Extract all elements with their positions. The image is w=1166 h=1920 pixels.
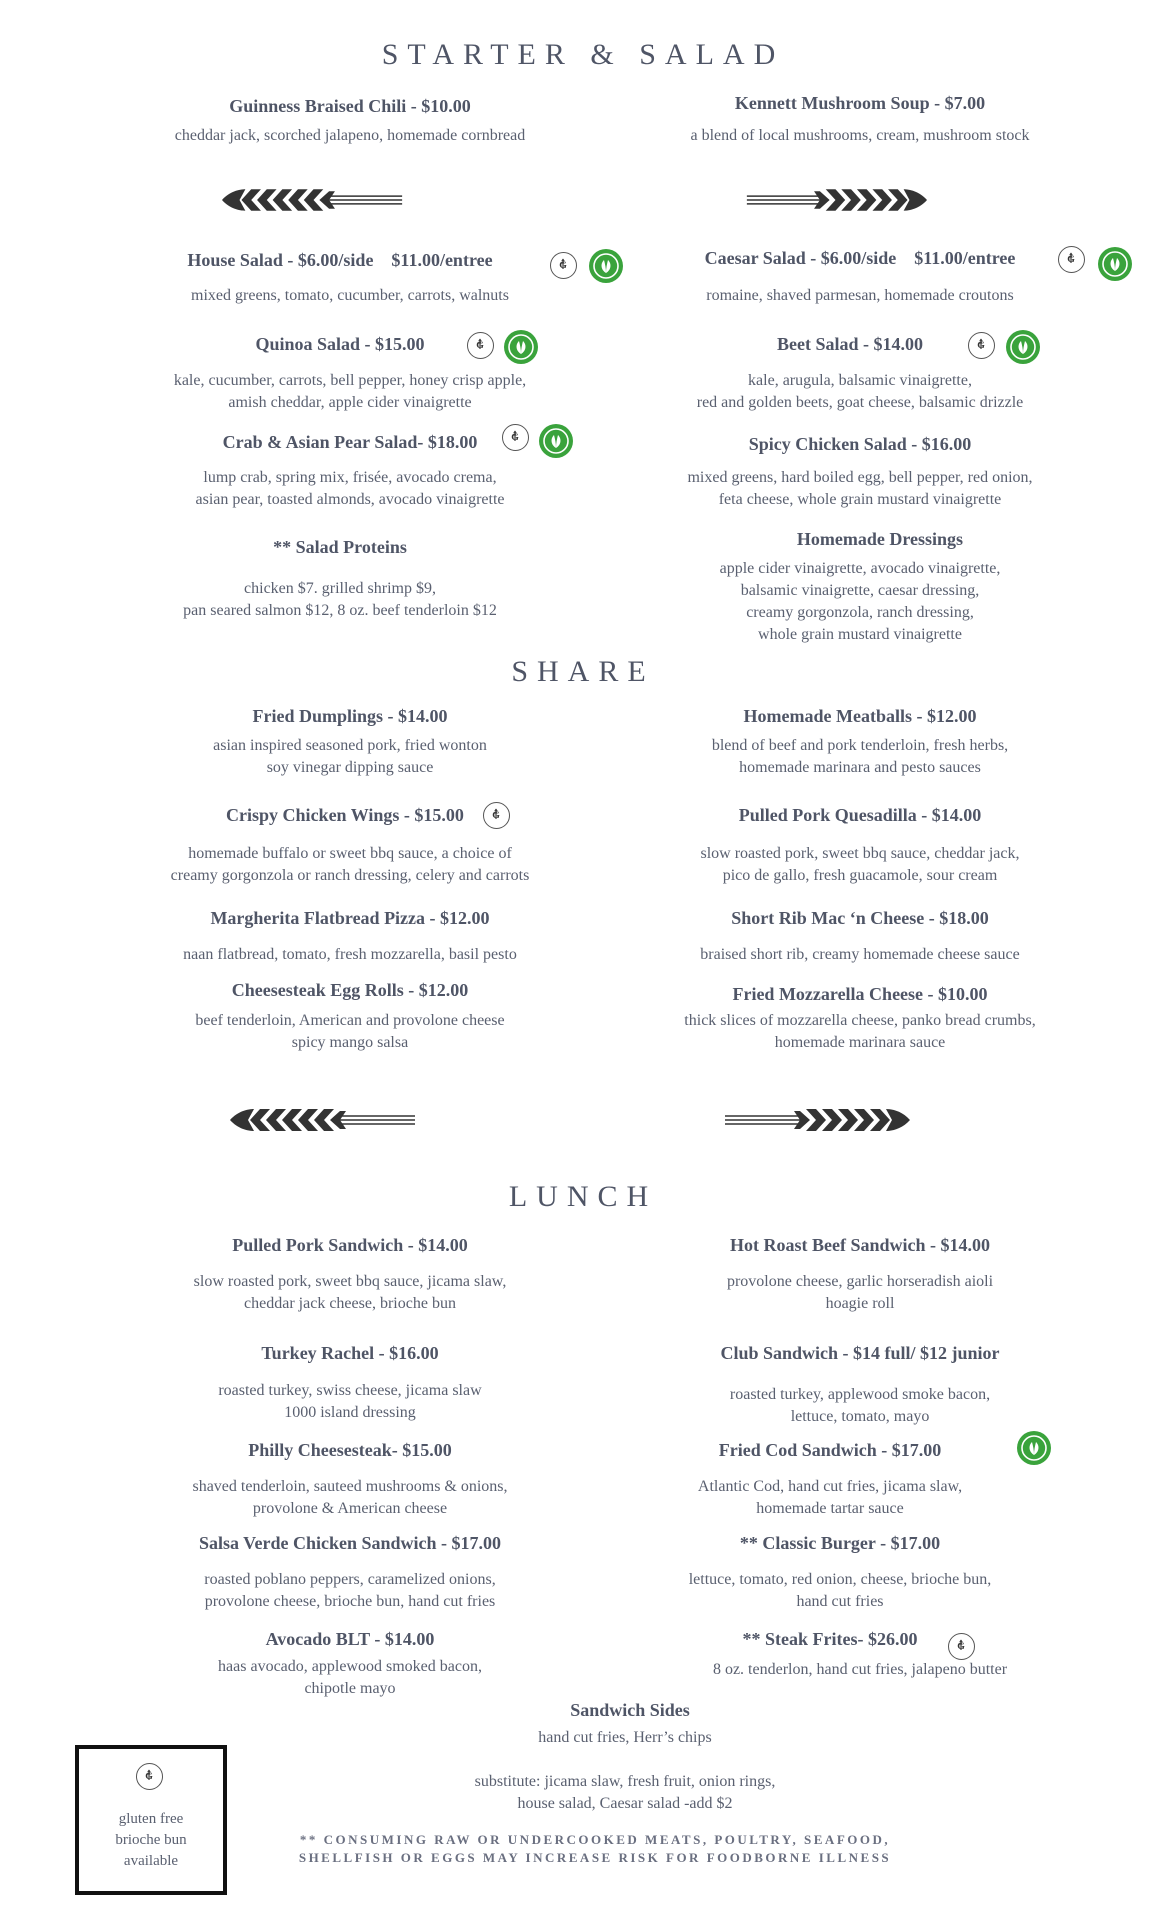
- vegetarian-leaf-icon: [589, 249, 623, 283]
- section-heading-starter: STARTER & SALAD: [381, 38, 785, 71]
- item-desc-sandwich-sides: hand cut fries, Herr’s chips: [538, 1729, 712, 1746]
- item-name-dressings: Homemade Dressings: [796, 529, 964, 549]
- gluten-free-icon: [1058, 246, 1085, 273]
- item-name-turkey-rachel: Turkey Rachel - $16.00: [261, 1343, 439, 1363]
- item-name-avocado-blt: Avocado BLT - $14.00: [265, 1629, 435, 1649]
- item-name-crab-salad: Crab & Asian Pear Salad- $18.00: [222, 432, 478, 452]
- item-name-mac-n-cheese: Short Rib Mac ‘n Cheese - $18.00: [731, 908, 989, 928]
- foodborne-warning: ** CONSUMING RAW OR UNDERCOOKED MEATS, POULTRY, SEAFOOD, SHELLFISH OR EGGS MAY INCREASE RISK FOR FOODBORNE ILLNESS: [298, 1832, 892, 1865]
- item-desc-dumplings: asian inspired seasoned pork, fried wonton soy vinegar dipping sauce: [213, 737, 487, 776]
- item-desc-fried-cod: Atlantic Cod, hand cut fries, jicama slaw, homemade tartar sauce: [697, 1478, 963, 1517]
- gluten-free-icon: [502, 424, 529, 451]
- item-name-dumplings: Fried Dumplings - $14.00: [252, 706, 448, 726]
- item-desc-quinoa-salad: kale, cucumber, carrots, bell pepper, honey crisp apple, amish cheddar, apple cider vinaigrette: [173, 372, 527, 411]
- section-heading-share: SHARE: [511, 655, 655, 688]
- vegetarian-leaf-icon: [1006, 330, 1040, 364]
- item-desc-roast-beef: provolone cheese, garlic horseradish aioli hoagie roll: [726, 1273, 994, 1312]
- item-name-beet-salad: Beet Salad - $14.00: [777, 334, 923, 354]
- item-desc-pulled-pork-sandwich: slow roasted pork, sweet bbq sauce, jicama slaw, cheddar jack cheese, brioche bun: [193, 1273, 507, 1312]
- item-name-steak-frites: ** Steak Frites- $26.00: [742, 1629, 918, 1649]
- item-name-fried-mozzarella: Fried Mozzarella Cheese - $10.00: [732, 984, 988, 1004]
- item-name-meatballs: Homemade Meatballs - $12.00: [743, 706, 977, 726]
- wheat-divider-icon: [230, 1105, 420, 1135]
- wheat-divider-icon: [222, 185, 407, 215]
- gluten-free-icon: [483, 802, 510, 829]
- item-name-quinoa-salad: Quinoa Salad - $15.00: [255, 334, 425, 354]
- vegetarian-leaf-icon: [1098, 247, 1132, 281]
- item-name-philly: Philly Cheesesteak- $15.00: [248, 1440, 452, 1460]
- item-desc-quesadilla: slow roasted pork, sweet bbq sauce, cheddar jack, pico de gallo, fresh guacamole, sour cream: [700, 845, 1020, 884]
- gluten-free-icon: [948, 1633, 975, 1660]
- vegetarian-leaf-icon: [504, 330, 538, 364]
- wheat-divider-icon: [720, 1105, 910, 1135]
- item-desc-crab-salad: lump crab, spring mix, frisée, avocado crema, asian pear, toasted almonds, avocado vinaigrette: [195, 469, 505, 508]
- item-desc-dressings: apple cider vinaigrette, avocado vinaigrette, balsamic vinaigrette, caesar dressing, creamy gorgonzola, ranch dressing, whole grain mustard vinaigrette: [719, 560, 1001, 643]
- item-name-salad-proteins: ** Salad Proteins: [273, 537, 407, 557]
- item-desc-chili: cheddar jack, scorched jalapeno, homemade cornbread: [174, 127, 526, 144]
- gluten-free-icon: [467, 332, 494, 359]
- item-name-pulled-pork-sandwich: Pulled Pork Sandwich - $14.00: [232, 1235, 468, 1255]
- item-desc-pizza: naan flatbread, tomato, fresh mozzarella, basil pesto: [183, 946, 517, 963]
- item-desc-egg-rolls: beef tenderloin, American and provolone cheese spicy mango salsa: [195, 1012, 505, 1051]
- item-name-house-salad: House Salad - $6.00/side $11.00/entree: [187, 250, 493, 270]
- item-name-chili: Guinness Braised Chili - $10.00: [229, 96, 471, 116]
- item-name-pizza: Margherita Flatbread Pizza - $12.00: [210, 908, 490, 928]
- wheat-divider-icon: [742, 185, 927, 215]
- gluten-free-icon: [550, 252, 577, 279]
- item-name-fried-cod: Fried Cod Sandwich - $17.00: [718, 1440, 942, 1460]
- item-desc-mac-n-cheese: braised short rib, creamy homemade cheese sauce: [700, 946, 1020, 963]
- gluten-free-icon: [968, 332, 995, 359]
- item-desc-beet-salad: kale, arugula, balsamic vinaigrette, red and golden beets, goat cheese, balsamic drizzle: [696, 372, 1024, 411]
- item-desc-meatballs: blend of beef and pork tenderloin, fresh herbs, homemade marinara and pesto sauces: [711, 737, 1009, 776]
- item-name-mushroom: Kennett Mushroom Soup - $7.00: [734, 93, 986, 113]
- item-desc-steak-frites: 8 oz. tenderlon, hand cut fries, jalapeno butter: [712, 1661, 1008, 1678]
- item-name-wings: Crispy Chicken Wings - $15.00: [226, 805, 464, 825]
- section-heading-lunch: LUNCH: [508, 1180, 658, 1213]
- item-name-club-sandwich: Club Sandwich - $14 full/ $12 junior: [720, 1343, 1000, 1363]
- item-name-salsa-verde: Salsa Verde Chicken Sandwich - $17.00: [198, 1533, 502, 1553]
- item-desc-spicy-chicken-salad: mixed greens, hard boiled egg, bell pepper, red onion, feta cheese, whole grain mustard vinaigrette: [687, 469, 1033, 508]
- gluten-free-bun-text: gluten free brioche bun available: [115, 1811, 187, 1869]
- item-desc-salad-proteins: chicken $7. grilled shrimp $9, pan seared salmon $12, 8 oz. beef tenderloin $12: [183, 580, 497, 619]
- item-desc-mushroom: a blend of local mushrooms, cream, mushroom stock: [690, 127, 1030, 144]
- item-desc-classic-burger: lettuce, tomato, red onion, cheese, brioche bun, hand cut fries: [688, 1571, 992, 1610]
- item-desc-house-salad: mixed greens, tomato, cucumber, carrots, walnuts: [191, 287, 509, 304]
- item-desc-philly: shaved tenderloin, sauteed mushrooms & onions, provolone & American cheese: [192, 1478, 508, 1517]
- item-desc-avocado-blt: haas avocado, applewood smoked bacon, chipotle mayo: [218, 1658, 482, 1697]
- gluten-free-icon: [136, 1763, 163, 1790]
- item-name-classic-burger: ** Classic Burger - $17.00: [739, 1533, 941, 1553]
- item-desc-fried-mozzarella: thick slices of mozzarella cheese, panko bread crumbs, homemade marinara sauce: [684, 1012, 1036, 1051]
- substitute-note: substitute: jicama slaw, fresh fruit, onion rings, house salad, Caesar salad -add $2: [474, 1773, 776, 1812]
- vegetarian-leaf-icon: [1017, 1431, 1051, 1465]
- item-name-quesadilla: Pulled Pork Quesadilla - $14.00: [738, 805, 982, 825]
- vegetarian-leaf-icon: [539, 424, 573, 458]
- gluten-free-bun-notice: [75, 1745, 227, 1895]
- item-name-roast-beef: Hot Roast Beef Sandwich - $14.00: [730, 1235, 990, 1255]
- item-desc-turkey-rachel: roasted turkey, swiss cheese, jicama slaw 1000 island dressing: [218, 1382, 482, 1421]
- item-name-caesar-salad: Caesar Salad - $6.00/side $11.00/entree: [704, 248, 1016, 268]
- item-desc-club-sandwich: roasted turkey, applewood smoke bacon, lettuce, tomato, mayo: [729, 1386, 991, 1425]
- item-name-egg-rolls: Cheesesteak Egg Rolls - $12.00: [231, 980, 469, 1000]
- item-name-spicy-chicken-salad: Spicy Chicken Salad - $16.00: [748, 434, 972, 454]
- item-desc-wings: homemade buffalo or sweet bbq sauce, a choice of creamy gorgonzola or ranch dressing, celery and carrots: [170, 845, 530, 884]
- item-desc-salsa-verde: roasted poblano peppers, caramelized onions, provolone cheese, brioche bun, hand cut fries: [204, 1571, 496, 1610]
- item-name-sandwich-sides: Sandwich Sides: [570, 1700, 690, 1720]
- item-desc-caesar-salad: romaine, shaved parmesan, homemade croutons: [706, 287, 1014, 304]
